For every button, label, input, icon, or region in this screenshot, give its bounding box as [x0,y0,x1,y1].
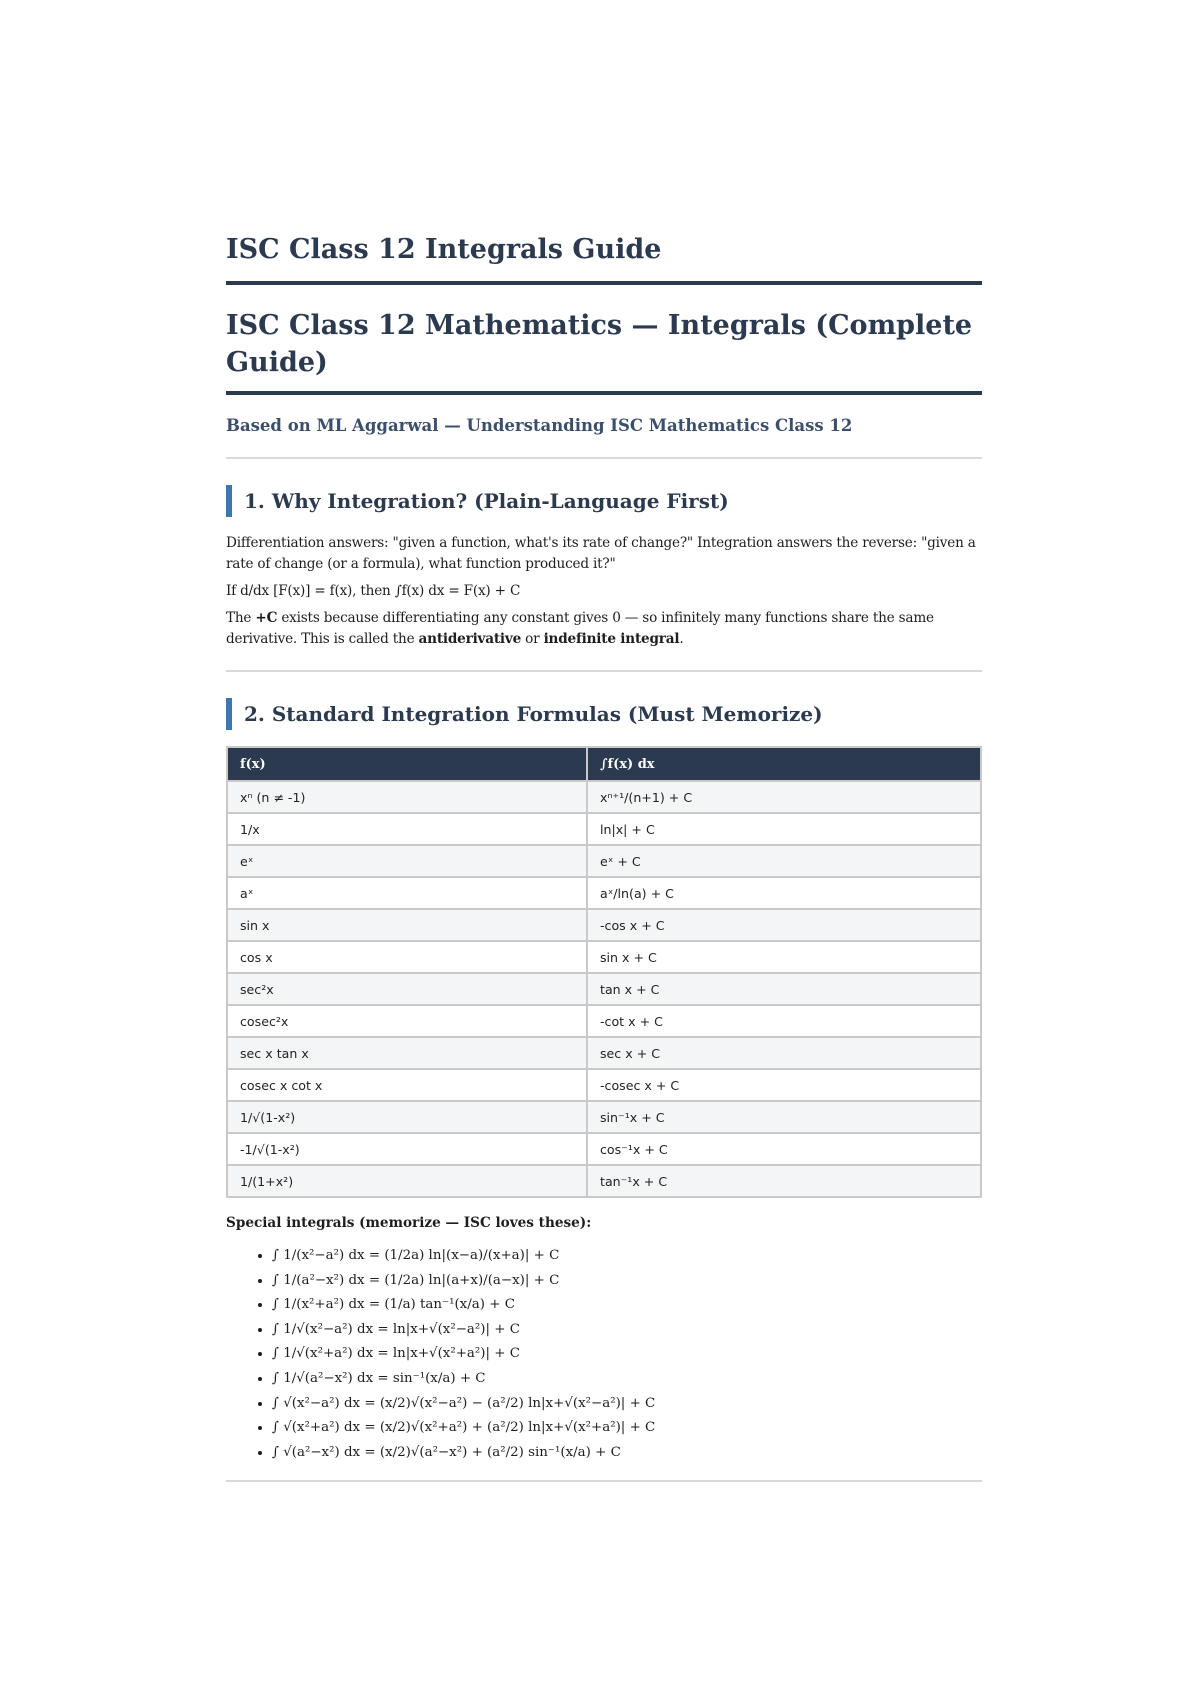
section-standard-formulas [226,698,982,1465]
list-item: • ∫ 1/√(x²−a²) dx = ln|x+√(x²−a²)| + C [272,1318,982,1343]
table-cell-fx: 1/(1+x²) [227,1165,587,1197]
table-row [227,1165,981,1197]
list-item: • ∫ √(a²−x²) dx = (x/2)√(a²−x²) + (a²/2) sin⁻¹(x/a) + C [272,1441,982,1466]
table-row [227,1037,981,1069]
table-cell-integral: -cosec x + C [587,1069,981,1101]
table-header-integral: ∫f(x) dx [587,747,981,781]
subtitle-divider [226,457,982,459]
para3-bold-antiderivative: antiderivative [418,631,522,647]
main-title-divider [226,391,982,395]
special-integrals-list [226,1244,982,1465]
table-header-row [227,747,981,781]
table-cell-integral: eˣ + C [587,845,981,877]
subtitle: Based on ML Aggarwal — Understanding ISC Mathematics Class 12 [226,416,853,435]
table-cell-integral: sin⁻¹x + C [587,1101,981,1133]
table-cell-integral: sec x + C [587,1037,981,1069]
table-row [227,845,981,877]
table-cell-integral: -cot x + C [587,1005,981,1037]
section-why-integration [226,485,982,650]
title-divider [226,281,982,285]
section1-paragraph-1: Differentiation answers: "given a function, what's its rate of change?" Integration answers the reverse: "given a rate of change (or a formula), what function produced it?" [226,535,976,572]
para3-or: or [521,631,544,647]
table-row [227,973,981,1005]
table-cell-fx: 1/x [227,813,587,845]
section2-divider [226,1480,982,1482]
document-content [226,228,982,1482]
table-cell-integral: tan⁻¹x + C [587,1165,981,1197]
special-integrals-label: Special integrals (memorize — ISC loves these): [226,1215,592,1231]
para3-pre: The [226,610,256,626]
list-item: • ∫ 1/√(a²−x²) dx = sin⁻¹(x/a) + C [272,1367,982,1392]
list-item: • ∫ 1/(a²−x²) dx = (1/2a) ln|(a+x)/(a−x)| + C [272,1269,982,1294]
table-row [227,909,981,941]
list-item: • ∫ √(x²+a²) dx = (x/2)√(x²+a²) + (a²/2) ln|x+√(x²+a²)| + C [272,1416,982,1441]
section1-heading: 1. Why Integration? (Plain-Language First) [226,485,982,517]
table-cell-integral: cos⁻¹x + C [587,1133,981,1165]
main-title: ISC Class 12 Mathematics — Integrals (Complete Guide) [226,310,973,378]
table-cell-integral: tan x + C [587,973,981,1005]
table-cell-fx: aˣ [227,877,587,909]
table-row [227,941,981,973]
list-item: • ∫ 1/(x²−a²) dx = (1/2a) ln|(x−a)/(x+a)| + C [272,1244,982,1269]
table-row [227,1069,981,1101]
table-cell-integral: aˣ/ln(a) + C [587,877,981,909]
table-cell-fx: sin x [227,909,587,941]
table-body [227,781,981,1197]
table-cell-fx: cosec²x [227,1005,587,1037]
table-row [227,877,981,909]
table-cell-fx: sec x tan x [227,1037,587,1069]
list-item: • ∫ 1/√(x²+a²) dx = ln|x+√(x²+a²)| + C [272,1342,982,1367]
list-item: • ∫ √(x²−a²) dx = (x/2)√(x²−a²) − (a²/2) ln|x+√(x²−a²)| + C [272,1392,982,1417]
table-cell-fx: eˣ [227,845,587,877]
table-header-fx: f(x) [227,747,587,781]
table-cell-integral: sin x + C [587,941,981,973]
section1-paragraph-2: If d/dx [F(x)] = f(x), then ∫f(x) dx = F(x) + C [226,583,521,599]
section1-paragraph-3 [226,608,982,650]
section1-divider [226,670,982,672]
table-cell-fx: cos x [227,941,587,973]
list-item: • ∫ 1/(x²+a²) dx = (1/a) tan⁻¹(x/a) + C [272,1293,982,1318]
para3-bold-indefinite-integral: indefinite integral [543,631,680,647]
table-cell-integral: ln|x| + C [587,813,981,845]
para3-bold-plus-c: +C [255,610,278,626]
para3-end: . [679,631,684,647]
table-row [227,813,981,845]
para3-mid: exists because differentiating any constant gives 0 — so infinitely many functions share the same derivative. This is called the [226,610,934,647]
table-row [227,1005,981,1037]
table-row [227,781,981,813]
table-cell-integral: -cos x + C [587,909,981,941]
section2-heading: 2. Standard Integration Formulas (Must Memorize) [226,698,982,730]
table-cell-fx: cosec x cot x [227,1069,587,1101]
document-title: ISC Class 12 Integrals Guide [226,234,662,265]
table-cell-integral: xⁿ⁺¹/(n+1) + C [587,781,981,813]
formulas-table [226,746,982,1198]
table-cell-fx: -1/√(1-x²) [227,1133,587,1165]
table-cell-fx: sec²x [227,973,587,1005]
table-row [227,1133,981,1165]
table-cell-fx: xⁿ (n ≠ -1) [227,781,587,813]
table-cell-fx: 1/√(1-x²) [227,1101,587,1133]
table-row [227,1101,981,1133]
